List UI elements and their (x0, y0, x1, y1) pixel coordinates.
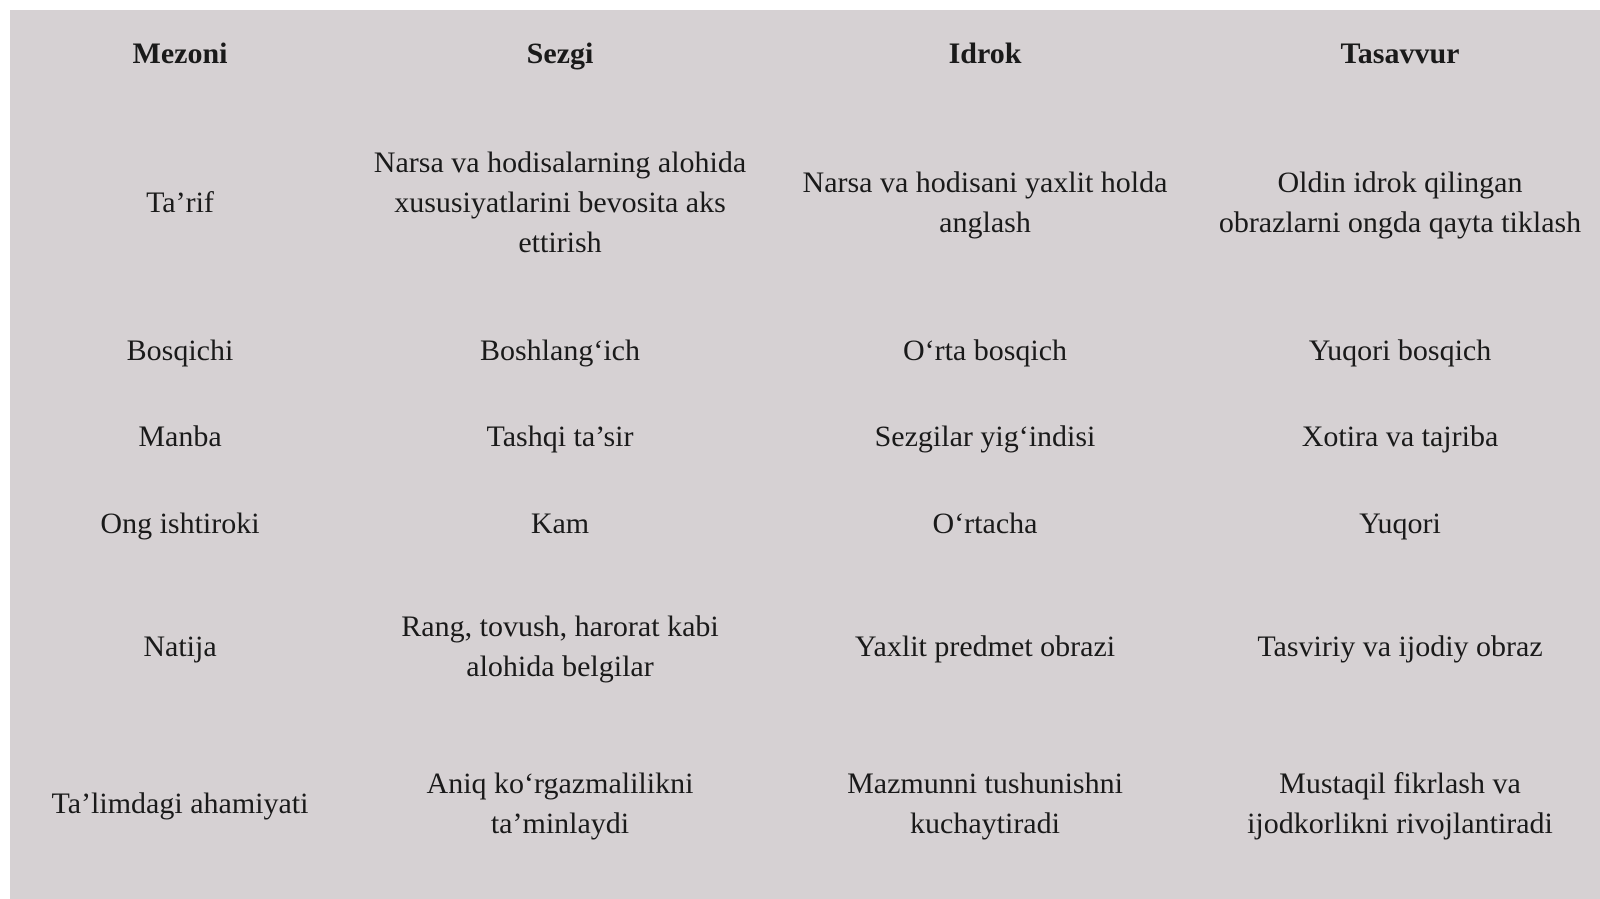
cell-sezgi: Rang, tovush, harorat kabi alohida belgilar (401, 610, 719, 683)
cell-idrok: O‘rta bosqich (902, 334, 1068, 367)
cell-tasavvur: Mustaqil fikrlash va ijodkorlikni rivojlantiradi (1247, 767, 1553, 840)
cell-tasavvur: Xotira va tajriba (1301, 420, 1499, 453)
header-imagination: Tasavvur (1340, 37, 1460, 70)
row-criterion: Ta’rif (146, 186, 214, 219)
cell-sezgi: Kam (530, 507, 590, 540)
table-row (10, 726, 1600, 882)
row-criterion: Manba (138, 420, 222, 453)
cell-tasavvur: Oldin idrok qilingan obrazlarni ongda qayta tiklash (1218, 166, 1582, 239)
cell-sezgi: Aniq ko‘rgazmalilikni ta’minlaydi (426, 767, 694, 840)
cell-tasavvur: Tasviriy va ijodiy obraz (1257, 630, 1543, 663)
cell-idrok: Sezgilar yig‘indisi (874, 420, 1096, 453)
cell-idrok: Mazmunni tushunishni kuchaytiradi (847, 767, 1123, 840)
table-row (10, 98, 1600, 308)
cell-sezgi: Boshlang‘ich (480, 334, 640, 367)
cell-idrok: Yaxlit predmet obrazi (854, 630, 1116, 663)
cell-sezgi: Narsa va hodisalarning alohida xususiyatlarini bevosita aks ettirish (373, 146, 747, 259)
cell-tasavvur: Yuqori bosqich (1308, 334, 1492, 367)
header-criterion: Mezoni (132, 37, 228, 70)
table-row (10, 568, 1600, 726)
row-criterion: Ong ishtiroki (100, 507, 260, 540)
table-row (10, 394, 1600, 480)
row-criterion: Bosqichi (126, 334, 234, 367)
cell-tasavvur: Yuqori (1359, 507, 1441, 540)
cell-idrok: O‘rtacha (932, 507, 1038, 540)
comparison-table-page (10, 10, 1600, 899)
table-header-row (10, 10, 1600, 98)
header-perception: Idrok (948, 37, 1022, 70)
cell-idrok: Narsa va hodisani yaxlit holda anglash (802, 166, 1168, 239)
row-criterion: Natija (143, 630, 217, 663)
row-criterion: Ta’limdagi ahamiyati (51, 787, 309, 820)
header-sensation: Sezgi (526, 37, 594, 70)
table-row (10, 480, 1600, 568)
cell-sezgi: Tashqi ta’sir (486, 420, 634, 453)
comparison-table (10, 10, 1600, 882)
table-row (10, 308, 1600, 394)
